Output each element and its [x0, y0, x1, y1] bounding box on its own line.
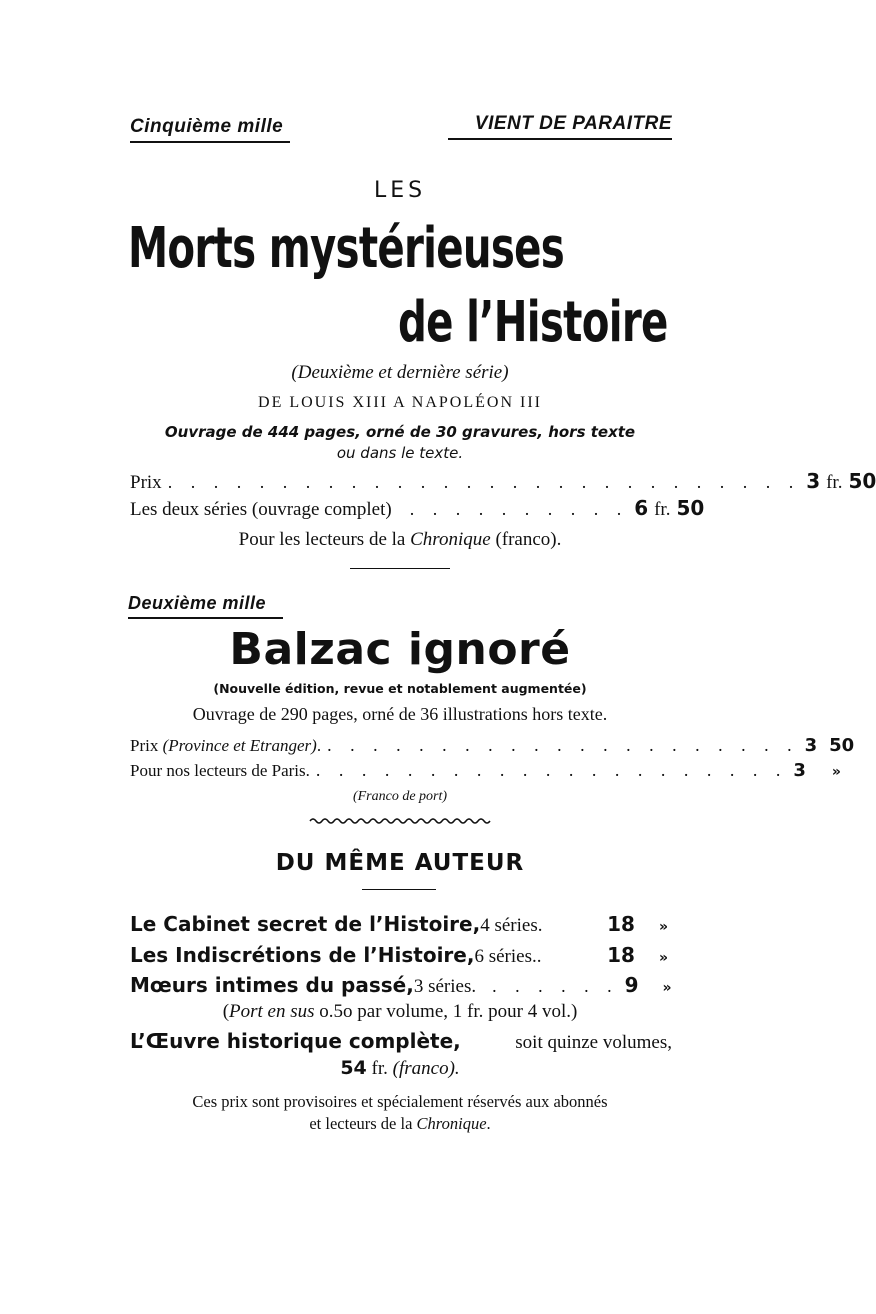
dot-leader: . . . . . . . . . . . . . . . . . . . . . — [315, 760, 788, 780]
same-author-heading: DU MÊME AUTEUR — [275, 850, 525, 876]
price-unit — [648, 499, 676, 521]
work-series: 3 séries. — [413, 976, 477, 997]
postage-note — [0, 1001, 800, 1023]
work-price: 18 — [607, 912, 635, 936]
work-price-mark: » — [662, 980, 672, 996]
book1-title-line2: de l’Histoire — [398, 290, 668, 355]
price-cents: 50 — [829, 735, 855, 756]
work-series: 6 séries.. — [474, 946, 542, 967]
wavy-divider — [310, 816, 490, 826]
complete-works-line — [130, 1029, 672, 1054]
unit-text: fr. — [826, 472, 843, 493]
postage-italic: Port en sus — [229, 1001, 315, 1022]
note-end: . — [486, 1114, 491, 1133]
dot-leader: . . . . . . — [492, 976, 619, 996]
readers-text-end: (franco). — [490, 529, 562, 550]
book1-description-line1: Ouvrage de 444 pages, orné de 30 gravures, hors texte — [164, 423, 636, 441]
section-divider — [350, 568, 450, 569]
label-text: Prix — [130, 736, 163, 755]
work-price-mark: » — [658, 950, 668, 966]
price-label: Pour nos lecteurs de Paris. — [130, 761, 310, 780]
dot-leader: . . . . . . . . . . — [409, 499, 629, 519]
price-unit — [820, 472, 848, 494]
label-italic: (Province et Etranger) — [162, 736, 317, 755]
work-row-indiscretions — [130, 943, 672, 968]
postage-text: o.5o par volume, 1 fr. pour 4 vol.) — [314, 1001, 578, 1022]
heading-underline — [362, 889, 436, 890]
book2-paris-price-row — [130, 760, 841, 781]
edition-count-header — [130, 116, 290, 143]
work-price: 9 — [624, 973, 639, 997]
complete-price-unit: fr. — [366, 1058, 393, 1079]
edition-count-text: Deuxième mille — [128, 593, 267, 613]
book1-price-row — [130, 469, 876, 494]
price-cents: » — [831, 764, 841, 780]
dot-leader: . . . . . . . . . . . . . . . . . . . . . . . . . . . . — [167, 472, 801, 492]
new-release-text: VIENT DE PARAITRE — [474, 113, 672, 134]
note-text: et lecteurs de la — [309, 1114, 417, 1133]
book2-title: Balzac ignoré — [229, 624, 571, 675]
book1-readers-note — [0, 529, 800, 551]
closing-note-line2 — [0, 1114, 800, 1134]
price-cents: 50 — [848, 469, 876, 493]
work-price-mark: » — [658, 919, 668, 935]
chronique-title: Chronique — [410, 529, 491, 550]
book1-pre-title: LES — [373, 178, 427, 203]
complete-works-text: soit quinze volumes, — [515, 1032, 672, 1053]
price-label — [130, 736, 321, 756]
book1-period: DE LOUIS XIII A NAPOLÉON III — [258, 394, 542, 411]
price-francs: 6 — [634, 496, 649, 520]
work-series: 4 séries. — [480, 915, 543, 936]
price-cents: 50 — [676, 496, 705, 520]
label-end: . — [316, 736, 322, 755]
complete-works-title: L’Œuvre historique complète, — [130, 1029, 461, 1053]
price-francs: 3 — [793, 760, 806, 781]
unit-text: fr. — [654, 499, 671, 520]
book2-franco-note: (Franco de port) — [352, 789, 448, 804]
complete-franco: (franco). — [392, 1058, 460, 1079]
book2-description: Ouvrage de 290 pages, orné de 36 illustrations hors texte. — [192, 704, 608, 724]
complete-price-value: 54 — [340, 1057, 367, 1079]
readers-text: Pour les lecteurs de la — [238, 529, 411, 550]
work-price: 18 — [607, 943, 635, 967]
closing-note-line1: Ces prix sont provisoires et spécialement réservés aux abonnés — [192, 1092, 608, 1111]
complete-works-price — [0, 1057, 800, 1080]
work-row-cabinet-secret — [130, 912, 672, 937]
price-label: Prix — [130, 472, 162, 493]
price-label: Les deux séries (ouvrage complet) — [130, 499, 392, 520]
paren-open: ( — [222, 1001, 230, 1022]
work-row-moeurs-intimes — [130, 973, 672, 998]
new-release-header — [448, 113, 672, 140]
book1-title-line1: Morts mystérieuses — [128, 216, 565, 281]
price-francs: 3 — [806, 469, 821, 493]
work-title: Mœurs intimes du passé, — [130, 973, 414, 997]
price-francs: 3 — [804, 735, 818, 756]
work-title: Le Cabinet secret de l’Histoire, — [130, 912, 481, 936]
book2-edition-count — [128, 593, 283, 619]
dot-leader: . . . . . . . . . . . . . . . . . . . . . — [327, 735, 799, 755]
book2-edition-note: (Nouvelle édition, revue et notablement augmentée) — [213, 681, 587, 696]
chronique-title: Chronique — [416, 1114, 487, 1133]
book1-subtitle: (Deuxième et dernière série) — [291, 362, 509, 383]
edition-count-text: Cinquième mille — [130, 116, 284, 137]
book1-complete-price-row — [130, 496, 705, 521]
book2-price-row — [130, 735, 855, 756]
book1-description-line2: ou dans le texte. — [336, 444, 464, 462]
work-title: Les Indiscrétions de l’Histoire, — [130, 943, 475, 967]
